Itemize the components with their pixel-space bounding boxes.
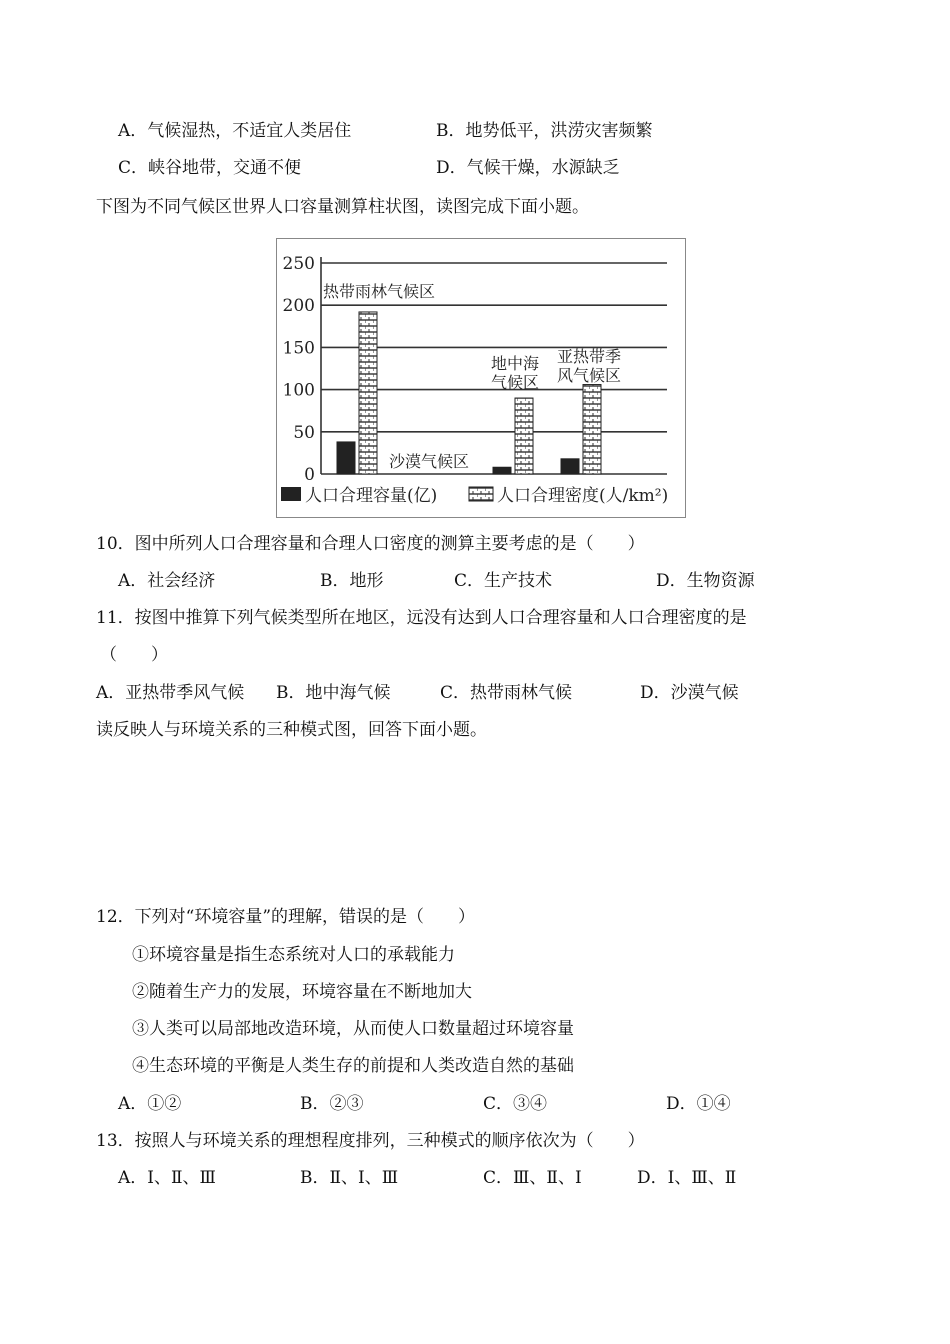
bar-density [515,398,533,474]
category-label: 热带雨林气候区 [323,282,436,301]
q12-option-b: B．②③ [300,1094,364,1114]
q10-option-c: C．生产技术 [454,571,553,591]
legend-label-capacity: 人口合理容量(亿) [305,486,438,506]
q12-statement-1: ①环境容量是指生态系统对人口的承载能力 [132,945,455,965]
y-tick-label: 100 [282,380,315,401]
q12-stem: 12．下列对“环境容量”的理解，错误的是（ ） [96,907,476,927]
q10-option-a: A．社会经济 [118,571,216,591]
category-label: 亚热带季 [556,347,622,366]
q9-option-c: C．峡谷地带，交通不便 [118,158,302,178]
q11-option-a: A．亚热带季风气候 [96,683,245,703]
q12-option-c: C．③④ [483,1094,548,1114]
legend-label-density: 人口合理密度(人/km²) [497,486,669,506]
y-tick-label: 50 [293,422,315,443]
q13-option-a: A．Ⅰ、Ⅱ、Ⅲ [118,1168,216,1188]
bar-density [359,312,377,474]
q9-option-a: A．气候湿热，不适宜人类居住 [118,121,352,141]
bar-capacity [493,467,511,474]
legend-swatch-density [469,487,493,501]
category-label: 沙漠气候区 [389,452,470,471]
y-tick-label: 150 [282,338,315,359]
q12-statement-2: ②随着生产力的发展，环境容量在不断地加大 [132,982,472,1002]
y-tick-label: 0 [304,465,315,485]
q10-option-b: B．地形 [320,571,384,591]
q12-statement-4: ④生态环境的平衡是人类生存的前提和人类改造自然的基础 [132,1056,574,1076]
q12-option-a: A．①② [118,1094,182,1114]
chart-intro: 下图为不同气候区世界人口容量测算柱状图，读图完成下面小题。 [96,197,589,217]
q10-stem: 10．图中所列人口合理容量和合理人口密度的测算主要考虑的是（ ） [96,534,645,554]
q13-stem: 13．按照人与环境关系的理想程度排列，三种模式的顺序依次为（ ） [96,1131,645,1151]
legend-swatch-capacity [281,487,301,501]
models-intro: 读反映人与环境关系的三种模式图，回答下面小题。 [96,720,487,740]
bar-capacity [337,442,355,474]
q11-stem: 11．按图中推算下列气候类型所在地区，远没有达到人口合理容量和人口合理密度的是 [96,608,747,628]
q9-option-b: B．地势低平，洪涝灾害频繁 [436,121,653,141]
q11-option-c: C．热带雨林气候 [440,683,573,703]
population-capacity-chart [276,238,686,518]
bar-capacity [561,459,579,474]
y-tick-label: 250 [282,254,315,274]
q11-option-b: B．地中海气候 [276,683,391,703]
chart-svg [277,239,685,517]
y-tick-label: 200 [282,296,315,317]
category-label: 风气候区 [556,366,622,385]
q13-option-b: B．Ⅱ、Ⅰ、Ⅲ [300,1168,399,1188]
bar-density [583,385,601,474]
category-label: 气候区 [490,373,540,392]
q13-option-c: C．Ⅲ、Ⅱ、Ⅰ [483,1168,582,1188]
q12-statement-3: ③人类可以局部地改造环境，从而使人口数量超过环境容量 [132,1019,574,1039]
q9-option-d: D．气候干燥，水源缺乏 [436,158,620,178]
q12-option-d: D．①④ [666,1094,731,1114]
q13-option-d: D．Ⅰ、Ⅲ、Ⅱ [637,1168,737,1188]
q10-option-d: D．生物资源 [656,571,755,591]
q11-option-d: D．沙漠气候 [640,683,739,703]
q11-stem-blank: （ ） [100,645,168,665]
category-label: 地中海 [490,354,540,373]
